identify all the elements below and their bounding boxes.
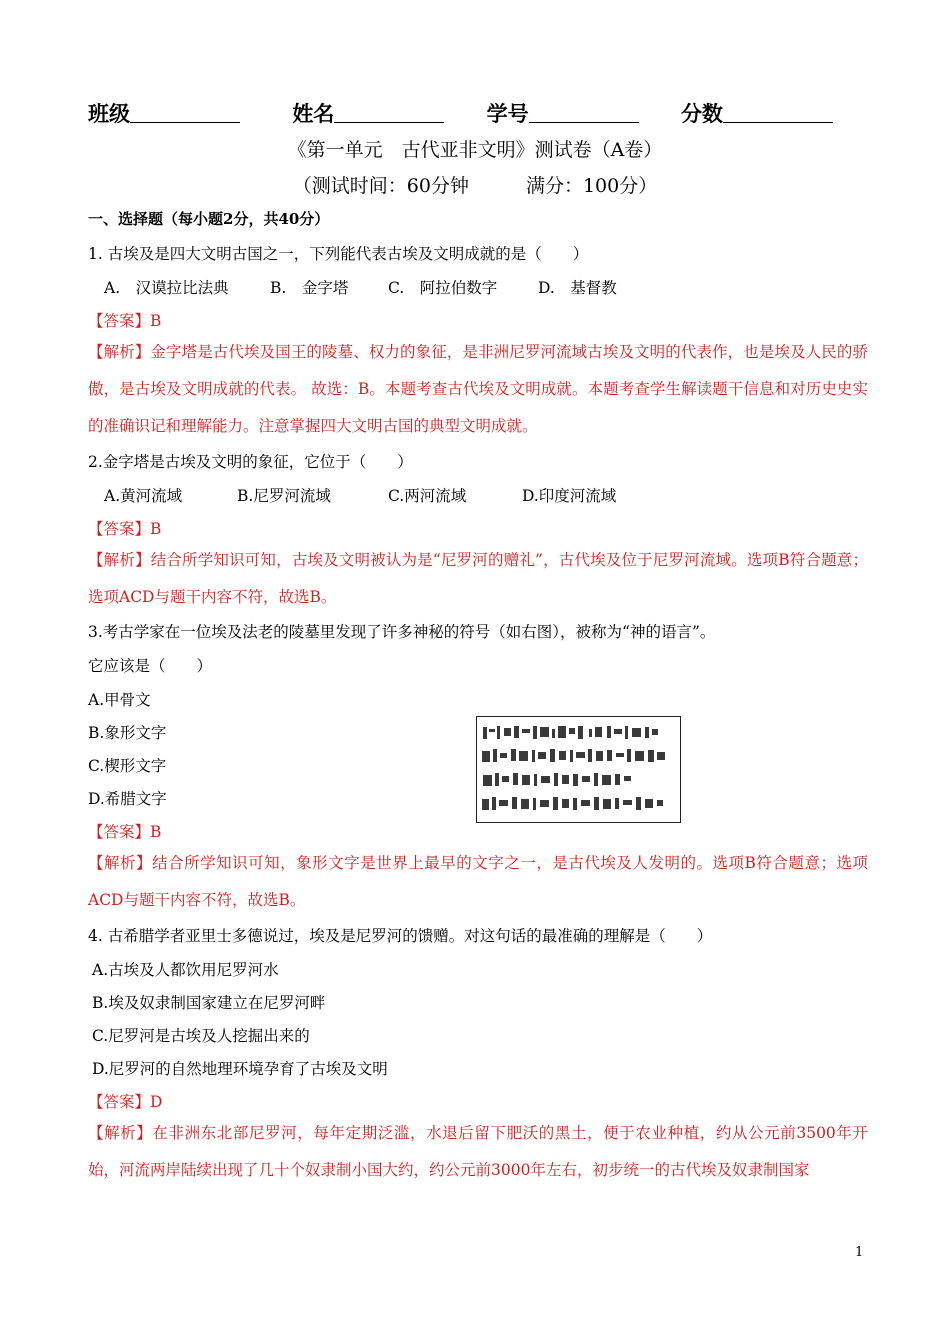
q3-option-b: B.象形文字 (88, 724, 167, 742)
q2-option-c: C.两河流域 (388, 487, 467, 505)
q1-explanation-text: 金字塔是古代埃及国王的陵墓、权力的象征，是非洲尼罗河流域古埃及文明的代表作，也是埃及人民的骄傲，是古埃及文明成就的代表。 故选：B。本题考查古代埃及文明成就。本题考查学生解读题干信息和对历史史实的准确识记和理解能力。注意掌握四大文明古国的典型文明成就。 (88, 343, 868, 435)
q1-explanation (88, 334, 868, 445)
q4-answer (88, 1090, 162, 1112)
q2-option-a: A.黄河流域 (104, 487, 183, 505)
q2-option-d: D.印度河流域 (522, 487, 617, 505)
q3-explanation (88, 845, 868, 919)
q4-explanation (88, 1115, 868, 1189)
id-label: 学号 (486, 101, 529, 126)
section-title: 一、选择题（每小题2分，共40分） (88, 210, 330, 228)
q2-option-b: B.尼罗河流域 (237, 487, 331, 505)
q1-option-c: C. 阿拉伯数字 (388, 279, 498, 297)
name-label: 姓名 (292, 101, 335, 126)
answer-tag: 【答案】 (88, 823, 151, 841)
answer-tag: 【答案】 (88, 520, 151, 538)
q2-explanation (88, 542, 868, 616)
score-label: 分数 (680, 101, 723, 126)
hieroglyph-image (476, 716, 681, 823)
exam-title: 《第一单元 古代亚非文明》测试卷（A卷） (287, 139, 663, 161)
q1-stem: 1. 古埃及是四大文明古国之一，下列能代表古埃及文明成就的是（ ） (88, 245, 589, 263)
name-blank[interactable] (334, 102, 444, 123)
explain-tag: 【解析】 (88, 1124, 153, 1142)
q4-option-d: D.尼罗河的自然地理环境孕育了古埃及文明 (92, 1060, 388, 1078)
explain-tag: 【解析】 (88, 854, 153, 872)
q4-explanation-text: 在非洲东北部尼罗河，每年定期泛滥，水退后留下肥沃的黑土，便于农业种植，约从公元前3500年开始，河流两岸陆续出现了几十个奴隶制小国大约，约公元前3000年左右，初步统一的古代埃及奴隶制国家 (88, 1124, 868, 1179)
explain-tag: 【解析】 (88, 551, 151, 569)
q3-option-a: A.甲骨文 (88, 691, 151, 709)
student-info-row (88, 98, 833, 128)
page-number: 1 (855, 1245, 864, 1260)
q3-option-d: D.希腊文字 (88, 790, 167, 808)
q3-explanation-text: 结合所学知识可知，象形文字是世界上最早的文字之一，是古代埃及人发明的。选项B符合题意；选项ACD与题干内容不符，故选B。 (88, 854, 868, 909)
q4-option-c: C.尼罗河是古埃及人挖掘出来的 (92, 1027, 310, 1045)
class-label: 班级 (88, 101, 130, 126)
q2-answer-value: B (150, 520, 162, 538)
class-blank[interactable] (130, 102, 240, 123)
q4-answer-value: D (150, 1093, 163, 1111)
q1-option-d: D. 基督教 (538, 279, 617, 297)
q4-option-b: B.埃及奴隶制国家建立在尼罗河畔 (92, 994, 326, 1012)
q3-stem-continued: 它应该是（ ） (88, 657, 213, 675)
q4-stem: 4. 古希腊学者亚里士多德说过，埃及是尼罗河的馈赠。对这句话的最准确的理解是（ ） (88, 927, 713, 945)
q3-answer (88, 820, 161, 842)
q1-option-b: B. 金字塔 (270, 279, 349, 297)
q1-answer-value: B (150, 312, 162, 330)
q1-answer (88, 309, 161, 331)
answer-tag: 【答案】 (88, 312, 151, 330)
q4-option-a: A.古埃及人都饮用尼罗河水 (92, 961, 279, 979)
explain-tag: 【解析】 (88, 343, 151, 361)
q3-answer-value: B (150, 823, 162, 841)
q2-answer (88, 517, 161, 539)
hieroglyph-symbols (477, 717, 679, 821)
q3-option-c: C.楔形文字 (88, 757, 167, 775)
answer-tag: 【答案】 (88, 1093, 151, 1111)
exam-subtitle: （测试时间：60分钟 满分：100分） (292, 175, 658, 197)
id-blank[interactable] (529, 102, 639, 123)
q1-option-a: A. 汉谟拉比法典 (104, 279, 229, 297)
score-blank[interactable] (723, 102, 833, 123)
q3-stem: 3.考古学家在一位埃及法老的陵墓里发现了许多神秘的符号（如右图），被称为“神的语言”。 (88, 623, 716, 641)
q2-stem: 2.金字塔是古埃及文明的象征，它位于（ ） (88, 453, 413, 471)
q2-explanation-text: 结合所学知识可知，古埃及文明被认为是“尼罗河的赠礼”，古代埃及位于尼罗河流域。选项B符合题意；选项ACD与题干内容不符，故选B。 (88, 551, 868, 606)
